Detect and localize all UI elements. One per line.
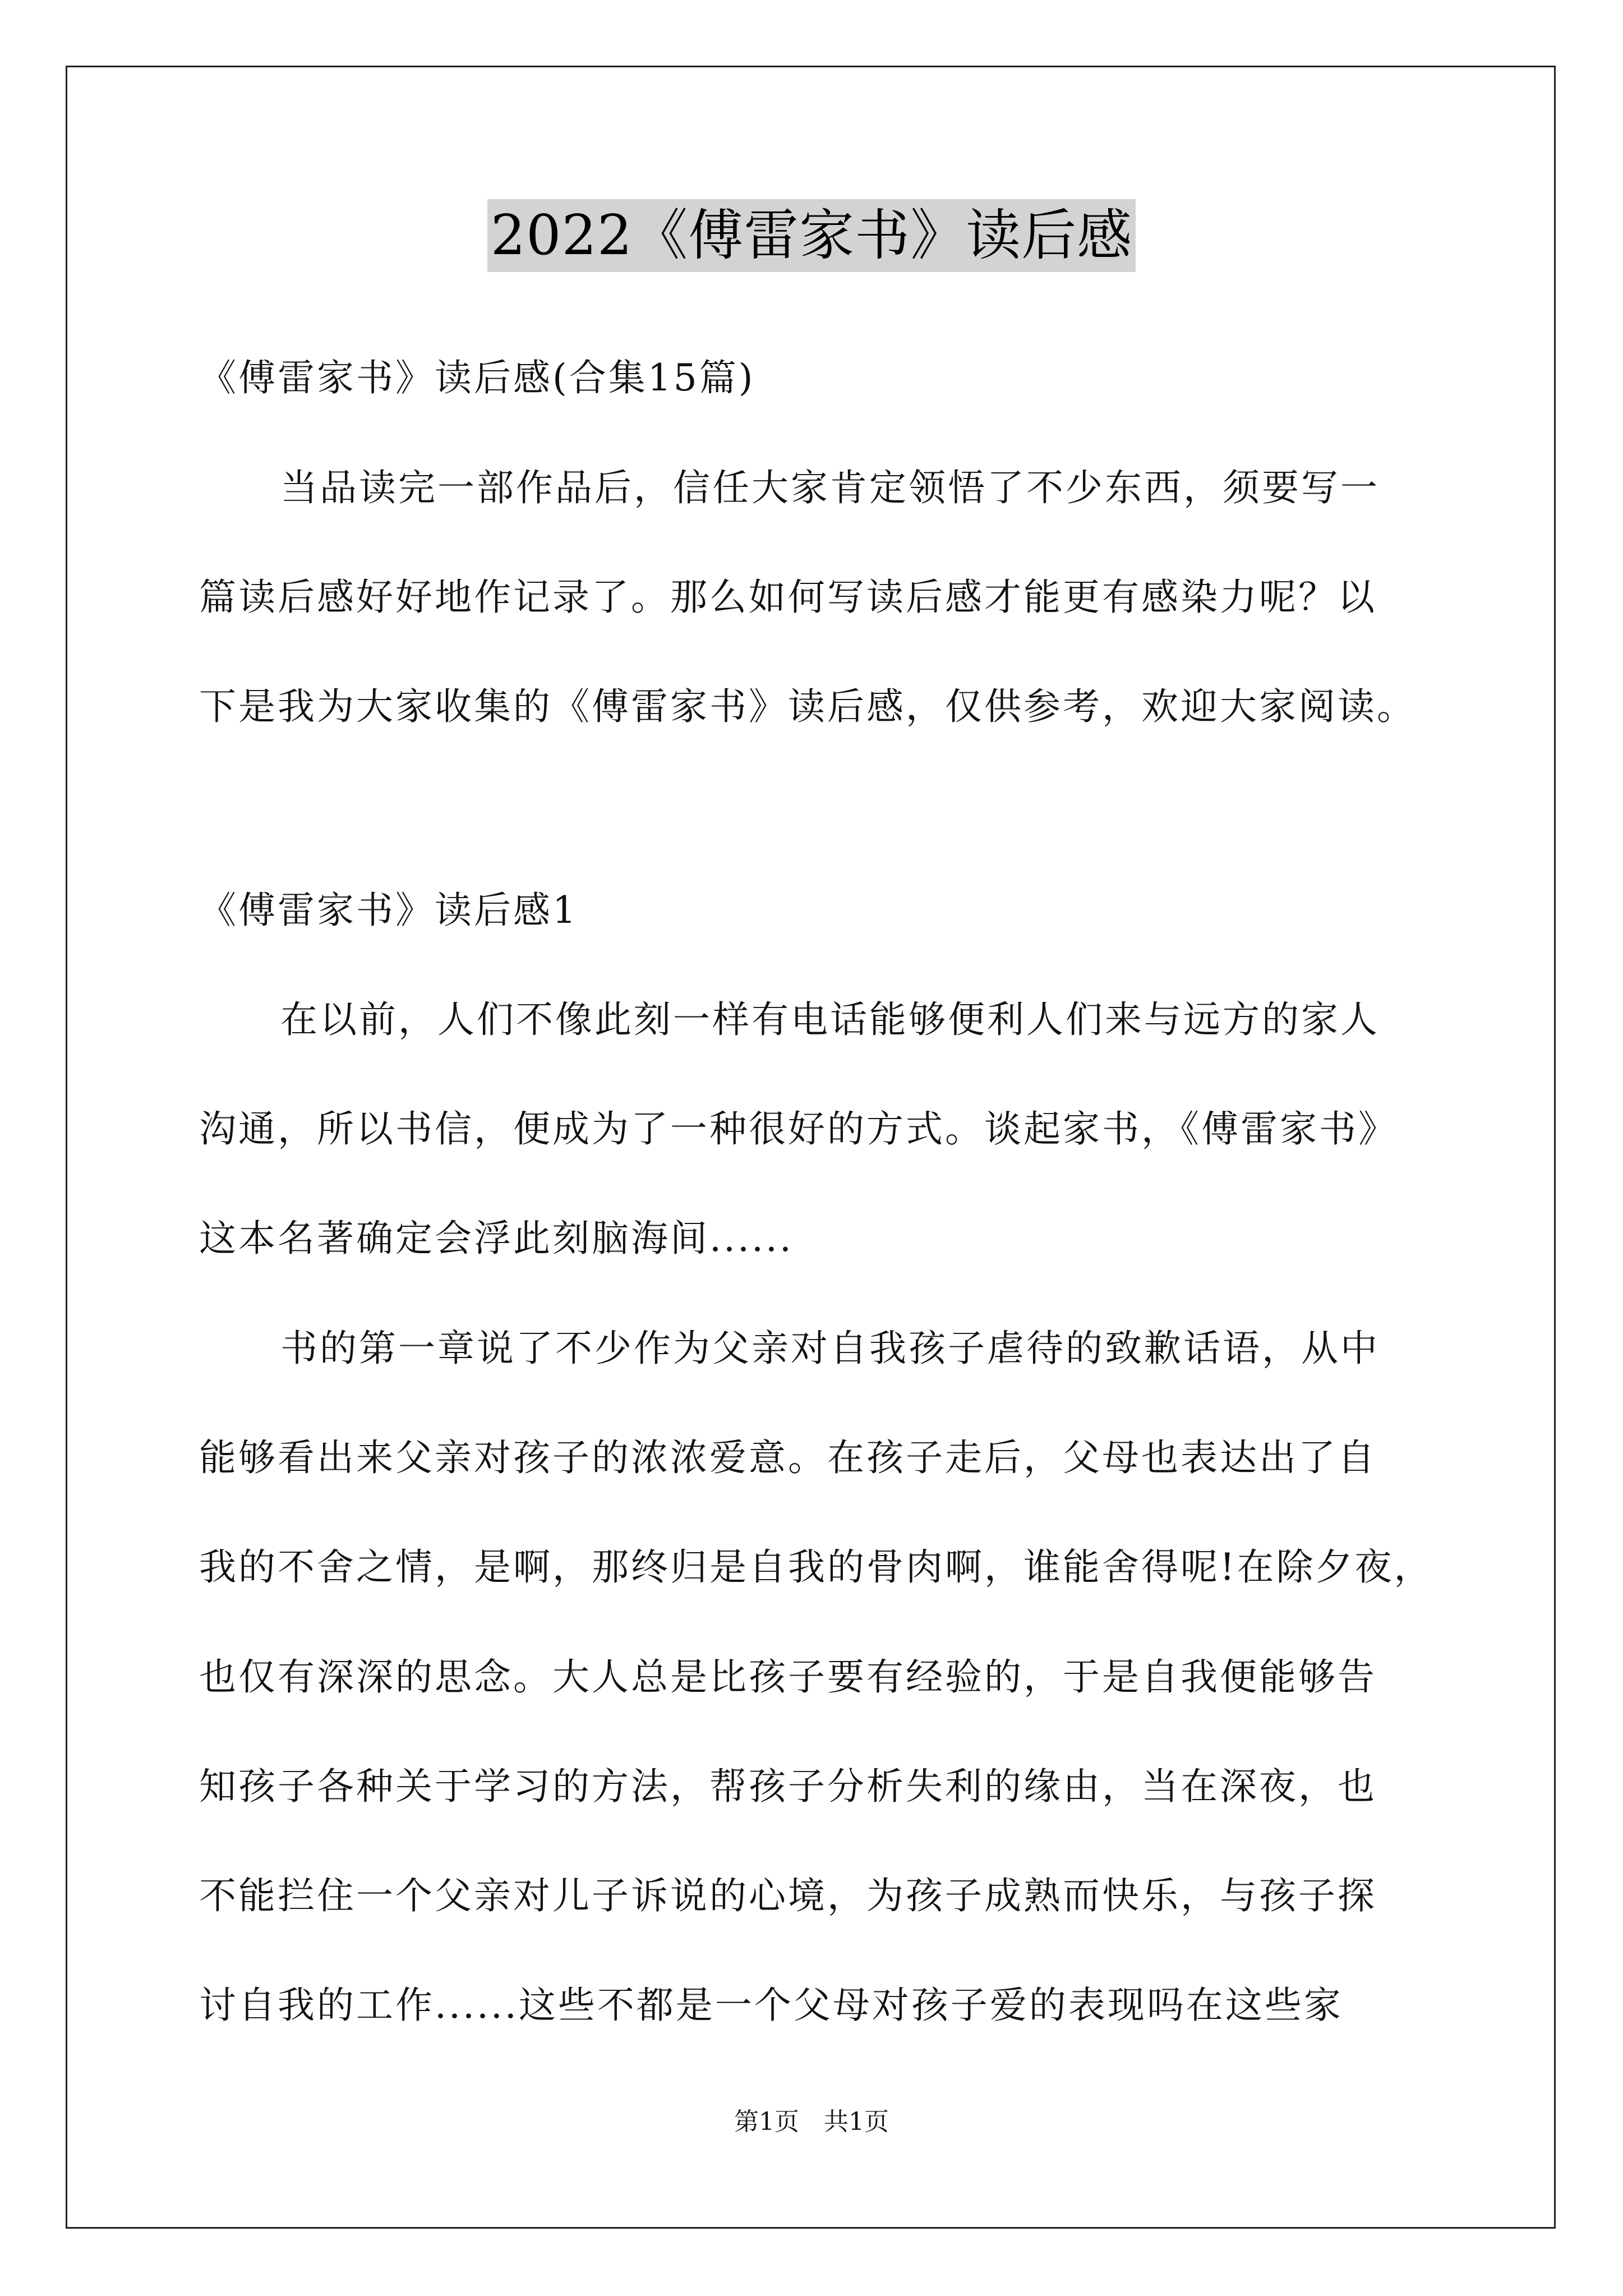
- paragraph1-line: 沟通，所以书信，便成为了一种很好的方式。谈起家书，《傅雷家书》: [199, 1107, 1398, 1151]
- title-container: [0, 199, 1623, 272]
- page-footer: [0, 2106, 1623, 2138]
- paragraph2-line: 知孩子各种关于学习的方法，帮孩子分析失利的缘由，当在深夜，也: [199, 1765, 1377, 1808]
- paragraph1-line: 这本名著确定会浮此刻脑海间......: [199, 1217, 794, 1260]
- paragraph2-line: 讨自我的工作......这些不都是一个父母对孩子爱的表现吗在这些家: [199, 1984, 1343, 2027]
- paragraph2-line: 我的不舍之情，是啊，那终归是自我的骨肉啊，谁能舍得呢!在除夕夜，: [199, 1545, 1433, 1589]
- page-total: 共1页: [824, 2108, 889, 2136]
- paragraph2-line: 也仅有深深的思念。大人总是比孩子要有经验的，于是自我便能够告: [199, 1655, 1377, 1699]
- paragraph1-line: 在以前，人们不像此刻一样有电话能够便利人们来与远方的家人: [280, 998, 1380, 1041]
- paragraph2-line: 能够看出来父亲对孩子的浓浓爱意。在孩子走后，父母也表达出了自: [199, 1436, 1377, 1479]
- paragraph2-line: 不能拦住一个父亲对儿子诉说的心境，为孩子成熟而快乐，与孩子探: [199, 1874, 1377, 1917]
- page-number: 第1页: [734, 2108, 799, 2136]
- paragraph2-line: 书的第一章说了不少作为父亲对自我孩子虐待的致歉话语，从中: [280, 1327, 1380, 1370]
- document-title: 2022《傅雷家书》读后感: [487, 199, 1136, 272]
- section-heading: 《傅雷家书》读后感1: [199, 889, 578, 932]
- document-subtitle: 《傅雷家书》读后感(合集15篇): [199, 356, 755, 399]
- intro-line: 下是我为大家收集的《傅雷家书》读后感，仅供参考，欢迎大家阅读。: [199, 685, 1416, 728]
- intro-line: 篇读后感好好地作记录了。那么如何写读后感才能更有感染力呢？以: [199, 576, 1377, 619]
- intro-line: 当品读完一部作品后，信任大家肯定领悟了不少东西，须要写一: [280, 466, 1380, 509]
